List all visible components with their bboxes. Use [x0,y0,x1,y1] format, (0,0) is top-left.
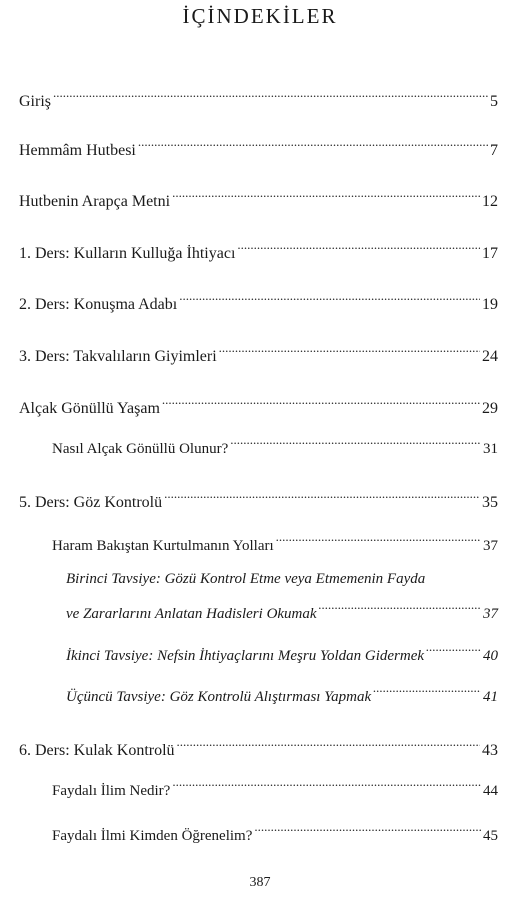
toc-entry-label: 5. Ders: Göz Kontrolü [19,494,163,511]
dot-leader [373,681,481,701]
dot-leader [164,487,480,507]
dot-leader [230,433,481,453]
toc-entry-page: 5 [490,93,498,110]
toc-entry-page: 29 [482,400,498,417]
toc-entry-birinci-tavsiye[interactable] [66,598,498,624]
toc-entry-page: 37 [483,606,498,622]
toc-entry-page: 41 [483,689,498,705]
dot-leader [172,775,481,795]
toc-entry-ikinci-tavsiye[interactable] [66,640,498,666]
toc-entry-label: 6. Ders: Kulak Kontrolü [19,742,175,759]
dot-leader [237,238,480,258]
toc-entry-label: ve Zararlarını Anlatan Hadisleri Okumak [66,606,317,622]
toc-entry-label: Alçak Gönüllü Yaşam [19,400,160,417]
dot-leader [426,640,481,660]
toc-entry-page: 44 [483,783,498,799]
toc-entry-page: 43 [482,742,498,759]
toc-entry-ders-6[interactable] [19,735,498,761]
dot-leader [172,186,480,206]
toc-entry-page: 24 [482,348,498,365]
toc-entry-page: 35 [482,494,498,511]
toc-entry-page: 19 [482,296,498,313]
toc-entry-label: 3. Ders: Takvalıların Giyimleri [19,348,217,365]
toc-entry-label: Faydalı İlmi Kimden Öğrenelim? [52,828,253,844]
toc-entry-alcak-gonullu[interactable] [19,393,498,419]
toc-entry-page: 17 [482,245,498,262]
toc-entry-ders-1[interactable] [19,238,498,264]
dot-leader [219,341,480,361]
toc-entry-ders-2[interactable] [19,289,498,315]
toc-entry-hemmam-hutbesi[interactable] [19,135,498,161]
dot-leader [162,393,480,413]
toc-entry-ders-3[interactable] [19,341,498,367]
toc-entry-label: Hemmâm Hutbesi [19,142,136,159]
toc-entry-label: Giriş [19,93,51,110]
toc-entry-label: İkinci Tavsiye: Nefsin İhtiyaçlarını Meşru Yoldan Gidermek [66,648,425,664]
toc-entry-label: Haram Bakıştan Kurtulmanın Yolları [52,538,274,554]
page-title: İÇİNDEKİLER [182,4,338,28]
toc-entry-faydali-ilmi-kimden[interactable] [52,820,498,846]
toc-entry-ders-5[interactable] [19,487,498,513]
toc-entry-label: 1. Ders: Kulların Kulluğa İhtiyacı [19,245,236,262]
dot-leader [53,86,488,106]
toc-entry-page: 7 [490,142,498,159]
dot-leader [179,289,480,309]
dot-leader [276,530,481,550]
toc-entry-ucuncu-tavsiye[interactable] [66,681,498,707]
toc-entry-page: 12 [482,193,498,210]
toc-entry-giris[interactable] [19,86,498,112]
toc-entry-page: 37 [483,538,498,554]
dot-leader [138,135,488,155]
toc-entry-arapca-metni[interactable] [19,186,498,212]
toc-entry-page: 31 [483,441,498,457]
dot-leader [177,735,480,755]
toc-entry-haram-bakis[interactable] [52,530,498,556]
toc-entry-label: 2. Ders: Konuşma Adabı [19,296,178,313]
toc-entry-faydali-ilim[interactable] [52,775,498,801]
toc-entry-nasil-alcak-gonullu[interactable] [52,433,498,459]
toc-entry-label: Hutbenin Arapça Metni [19,193,171,210]
dot-leader [254,820,481,840]
toc-entry-label: Üçüncü Tavsiye: Göz Kontrolü Alıştırması Yapmak [66,689,372,705]
toc-entry-page: 40 [483,648,498,664]
dot-leader [319,598,481,618]
toc-entry-label: Nasıl Alçak Gönüllü Olunur? [52,441,229,457]
toc-entry-page: 45 [483,828,498,844]
toc-entry-birinci-tavsiye-line1[interactable]: Birinci Tavsiye: Gözü Kontrol Etme veya Etmemenin Fayda [66,571,426,587]
toc-entry-label: Faydalı İlim Nedir? [52,783,171,799]
page-number: 387 [249,875,271,890]
